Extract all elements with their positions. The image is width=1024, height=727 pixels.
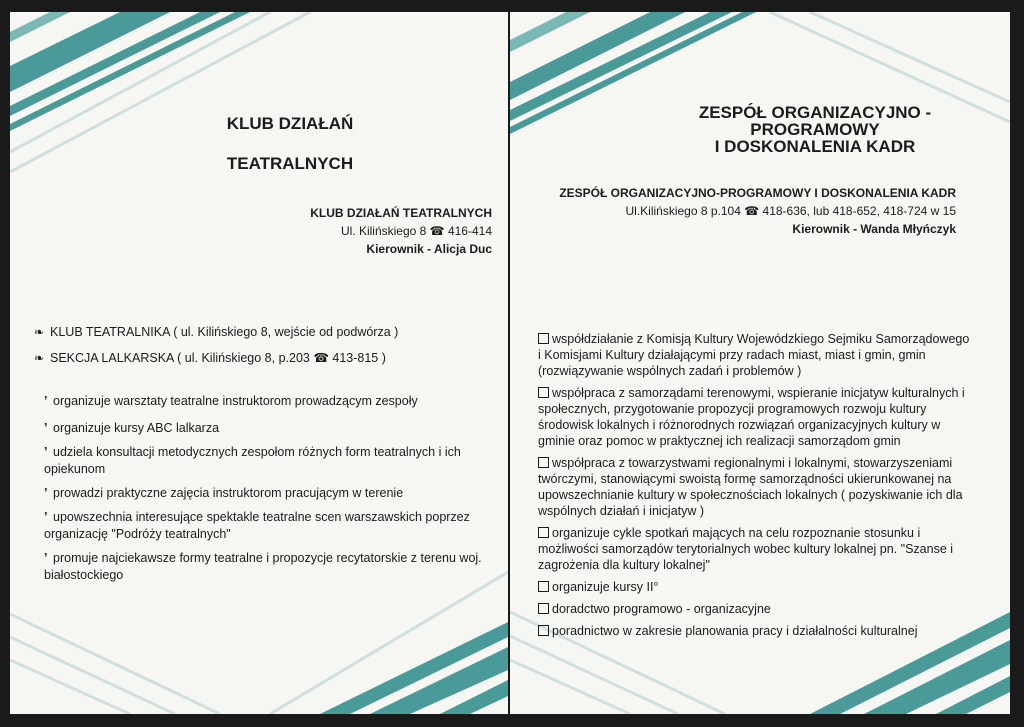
title-line: I DOSKONALENIA KADR (714, 137, 916, 156)
contact-address: Ul. Kilińskiego 8 ☎ 416-414 (340, 224, 492, 238)
list-item: ❧ SEKCJA LALKARSKA ( ul. Kilińskiego 8, p.203 ☎ 413-815 ) (34, 345, 474, 371)
title-line: KLUB DZIAŁAŃ (226, 114, 354, 133)
ornament-icon: ❧ (34, 351, 45, 365)
task-list (538, 331, 970, 645)
list-item: organizuje kursy II° (538, 579, 970, 595)
title-line: ZESPÓŁ ORGANIZACYJNO - (698, 103, 932, 122)
checkbox-icon (538, 581, 549, 592)
contact-head: Kierownik - Alicja Duc (366, 242, 492, 256)
contact-address: Ul.Kilińskiego 8 p.104 ☎ 418-636, lub 418-652, 418-724 w 15 (625, 204, 956, 218)
right-page (510, 12, 1010, 714)
bullet-icon: ’ (44, 394, 48, 408)
checkbox-icon (538, 527, 549, 538)
list-item: ’ promuje najciekawsze formy teatralne i propozycje recytatorskie z terenu woj. białostockiego (44, 551, 482, 582)
list-item: poradnictwo w zakresie planowania pracy i działalności kulturalnej (538, 623, 970, 639)
list-item: doradctwo programowo - organizacyjne (538, 601, 970, 617)
list-item: współpraca z towarzystwami regionalnymi i lokalnymi, stowarzyszeniami twórczymi, stanowiącymi swoistą formę samorządności ukierunkowanej na upowszechnianie kultury w społecznościach lokalnych ( pozyskiwanie ich dla wspólnych działań i inicjatyw ) (538, 456, 963, 518)
bullet-icon: ’ (44, 510, 48, 524)
checkbox-icon (538, 333, 549, 344)
bullet-icon: ’ (44, 551, 48, 565)
ornament-icon: ❧ (34, 325, 45, 339)
list-item: współdziałanie z Komisją Kultury Wojewódzkiego Sejmiku Samorządowego i Komisjami Kultury działającymi przy radach miast, miast i gmin, gmin (rozwiązywanie wspólnych zadań i problemów ) (538, 332, 970, 378)
contact-head: Kierownik - Wanda Młyńczyk (792, 222, 956, 236)
list-item: ❧ KLUB TEATRALNIKA ( ul. Kilińskiego 8, wejście od podwórza ) (34, 319, 474, 345)
left-page (10, 12, 508, 714)
contact-block (536, 184, 956, 238)
list-item: ’ upowszechnia interesujące spektakle teatralne scen warszawskich poprzez organizację "Podróży teatralnych" (44, 510, 470, 541)
list-item: organizuje cykle spotkań mających na celu rozpoznanie stosunku i możliwości samorządów terytorialnych wobec kultury lokalnej pn. "Szanse i zagrożenia dla kultury lokalnej" (538, 526, 954, 572)
list-item: współpraca z samorządami terenowymi, wspieranie inicjatyw kulturalnych i społecznych, przygotowanie propozycji programowych rozwoju kultury środowisk lokalnych i różnorodnych rozwiązań organizacyjnych kultury w gminie oraz pomoc w praktycznej ich realizacji samorządom gmin (538, 386, 965, 448)
contact-org: KLUB DZIAŁAŃ TEATRALNYCH (310, 206, 492, 220)
list-item: ’ udziela konsultacji metodycznych zespołom różnych form teatralnych i ich opiekunom (44, 445, 461, 476)
list-item: ’ organizuje kursy ABC lalkarza (44, 421, 220, 435)
bullet-icon: ’ (44, 486, 48, 500)
page-title (670, 104, 960, 155)
checkbox-icon (538, 625, 549, 636)
checkbox-icon (538, 387, 549, 398)
bullet-icon: ’ (44, 421, 48, 435)
contact-block (132, 204, 492, 258)
checkbox-icon (538, 457, 549, 468)
task-list (44, 393, 484, 591)
contact-org: ZESPÓŁ ORGANIZACYJNO-PROGRAMOWY I DOSKONALENIA KADR (559, 186, 956, 200)
club-list (34, 319, 474, 371)
list-item: ’ prowadzi praktyczne zajęcia instruktorom pracującym w terenie (44, 486, 404, 500)
list-item: ’ organizuje warsztaty teatralne instruktorom prowadzącym zespoły (44, 394, 418, 408)
title-line: PROGRAMOWY (750, 120, 880, 139)
bullet-icon: ’ (44, 445, 48, 459)
page-title (190, 104, 390, 184)
checkbox-icon (538, 603, 549, 614)
title-line: TEATRALNYCH (226, 154, 354, 173)
